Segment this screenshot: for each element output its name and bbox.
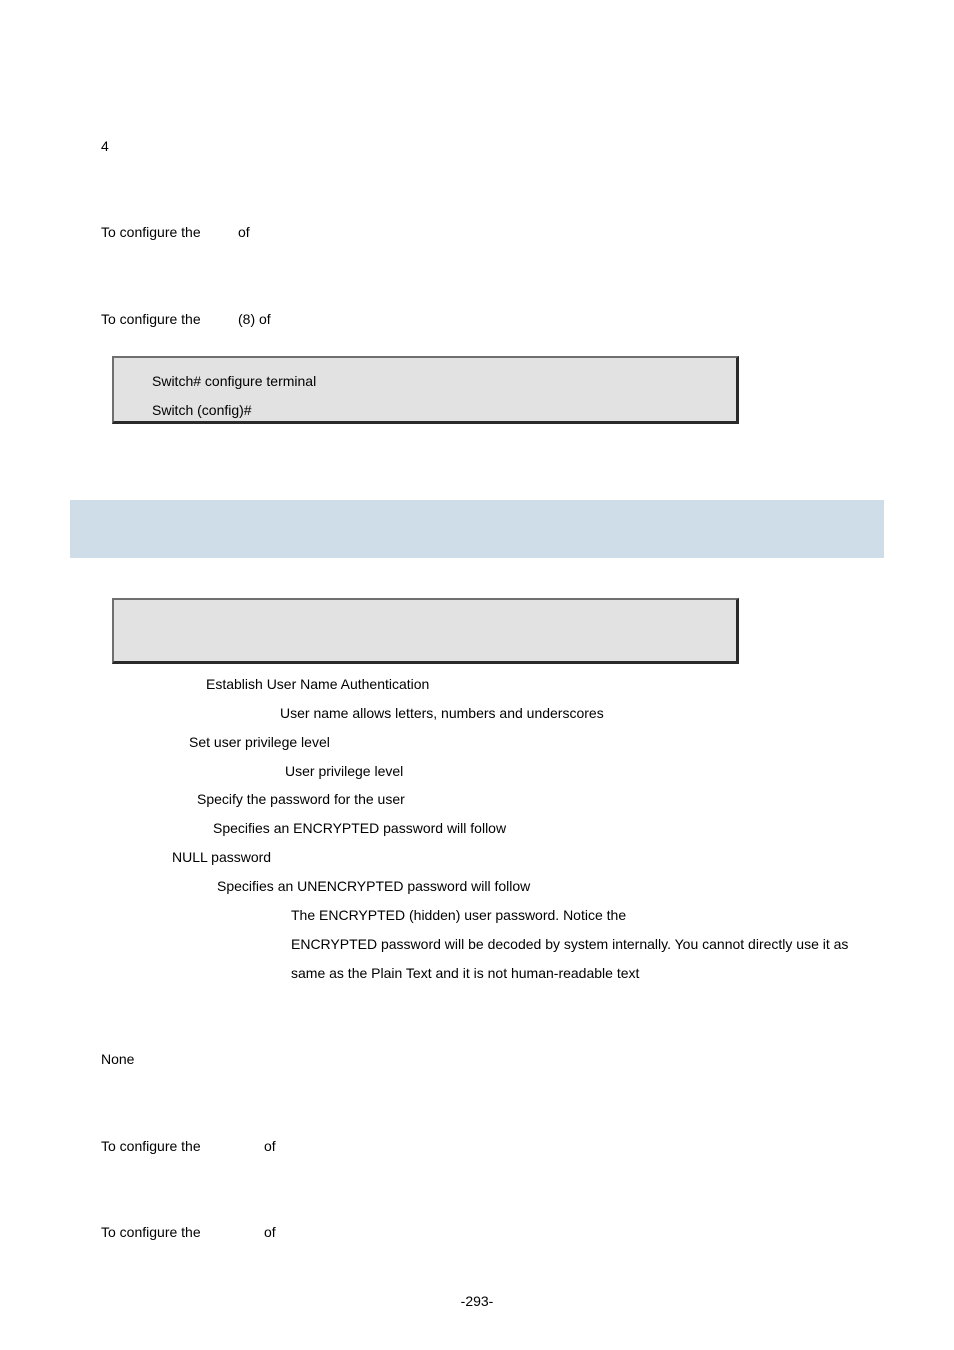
cli-example-box (112, 356, 739, 424)
default-value: None (101, 1051, 135, 1067)
parameter-description: ENCRYPTED password will be decoded by system internally. You cannot directly use it as (291, 936, 849, 952)
example-sentence-suffix: of (264, 1138, 276, 1154)
parameter-description: NULL password (172, 849, 272, 865)
parameter-description: User privilege level (285, 763, 404, 779)
default-level-value: 4 (101, 138, 109, 154)
parameter-description: User name allows letters, numbers and underscores (280, 705, 604, 721)
command-title-banner (70, 500, 884, 558)
cli-line: Switch (config)# (152, 402, 252, 418)
parameter-description: Specifies an UNENCRYPTED password will follow (217, 878, 531, 894)
parameter-description: Specify the password for the user (197, 791, 405, 807)
example-sentence-suffix: of (238, 224, 250, 240)
example-sentence-suffix: of (264, 1224, 276, 1240)
page-number: -293- (460, 1293, 494, 1309)
example-sentence-prefix: To configure the (101, 1138, 201, 1154)
example-sentence-prefix: To configure the (101, 1224, 201, 1240)
parameter-description: same as the Plain Text and it is not human-readable text (291, 965, 640, 981)
parameter-description: Establish User Name Authentication (206, 676, 430, 692)
example-sentence-suffix: (8) of (238, 311, 271, 327)
parameter-description: Set user privilege level (189, 734, 330, 750)
cli-line: Switch# configure terminal (152, 373, 317, 389)
example-sentence-prefix: To configure the (101, 311, 201, 327)
example-sentence-prefix: To configure the (101, 224, 201, 240)
command-syntax-box (112, 598, 739, 664)
parameter-description: The ENCRYPTED (hidden) user password. Notice the (291, 907, 627, 923)
parameter-description: Specifies an ENCRYPTED password will follow (213, 820, 507, 836)
